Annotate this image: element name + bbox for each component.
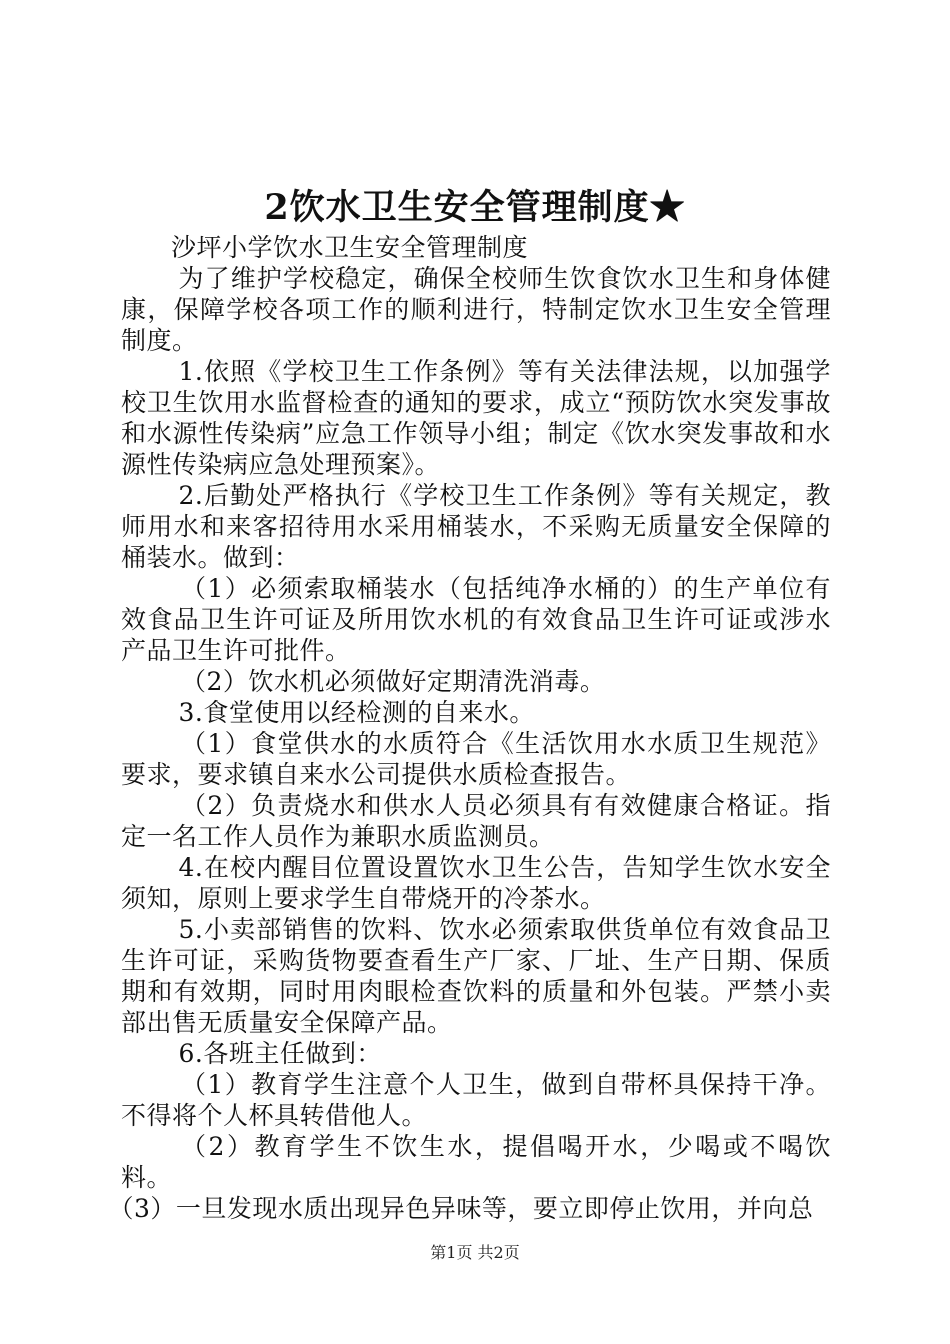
item-4-paragraph: 4.在校内醒目位置设置饮水卫生公告，告知学生饮水安全须知，原则上要求学生自带烧开的冷茶水。: [121, 853, 831, 913]
item-6-paragraph: 6.各班主任做到：: [178, 1039, 382, 1068]
item-6-sub-3: （3）一旦发现水质出现异色异味等，要立即停止饮用，并向总: [108, 1194, 814, 1223]
item-2-paragraph: 2.后勤处严格执行《学校卫生工作条例》等有关规定，教师用水和来客招待用水采用桶装水，不采购无质量安全保障的桶装水。做到：: [121, 481, 831, 572]
page-number-footer: 第1页 共2页: [430, 1243, 520, 1262]
item-3-paragraph: 3.食堂使用以经检测的自来水。: [178, 698, 535, 727]
item-2-sub-1: （1）必须索取桶装水（包括纯净水桶的）的生产单位有效食品卫生许可证及所用饮水机的有效食品卫生许可证或涉水产品卫生许可批件。: [121, 574, 831, 665]
document-body: [108, 232, 831, 1224]
item-6-sub-1: （1）教育学生注意个人卫生，做到自带杯具保持干净。不得将个人杯具转借他人。: [121, 1070, 831, 1130]
item-2-sub-2: （2）饮水机必须做好定期清洗消毒。: [181, 667, 606, 696]
item-6-sub-2: （2）教育学生不饮生水，提倡喝开水，少喝或不喝饮料。: [121, 1132, 831, 1192]
document-title: 2饮水卫生安全管理制度★: [264, 187, 686, 228]
item-5-paragraph: 5.小卖部销售的饮料、饮水必须索取供货单位有效食品卫生许可证，采购货物要查看生产厂家、厂址、生产日期、保质期和有效期，同时用肉眼检查饮料的质量和外包装。严禁小卖部出售无质量安全保障产品。: [121, 915, 831, 1037]
item-1-paragraph: 1.依照《学校卫生工作条例》等有关法律法规，以加强学校卫生饮用水监督检查的通知的要求，成立“预防饮水突发事故和水源性传染病”应急工作领导小组；制定《饮水突发事故和水源性传染病应急处理预案》。: [121, 357, 831, 479]
item-3-sub-2: （2）负责烧水和供水人员必须具有有效健康合格证。指定一名工作人员作为兼职水质监测员。: [121, 791, 831, 851]
item-3-sub-1: （1）食堂供水的水质符合《生活饮用水水质卫生规范》要求，要求镇自来水公司提供水质检查报告。: [121, 729, 831, 789]
school-policy-heading: 沙坪小学饮水卫生安全管理制度: [171, 233, 529, 262]
intro-paragraph: 为了维护学校稳定，确保全校师生饮食饮水卫生和身体健康，保障学校各项工作的顺利进行，特制定饮水卫生安全管理制度。: [121, 264, 831, 355]
